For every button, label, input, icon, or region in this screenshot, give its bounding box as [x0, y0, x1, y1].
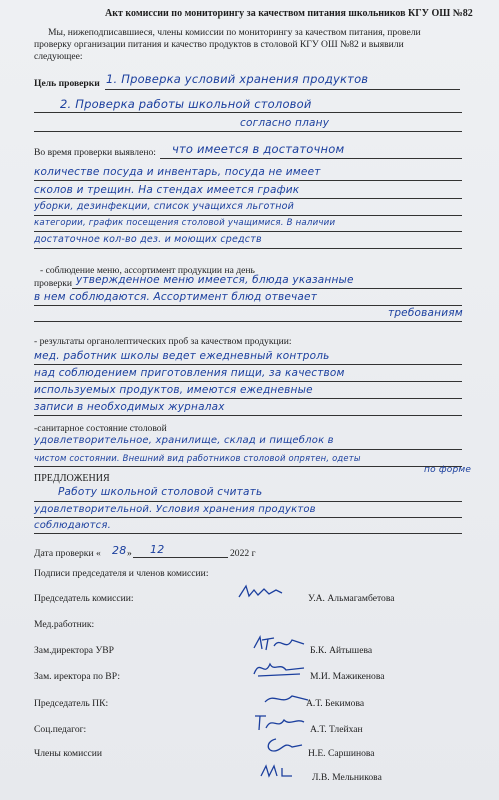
during-label: Во время проверки выявлено: [34, 147, 156, 158]
intro-line-3: следующее: [34, 51, 83, 62]
intro-line-1: Мы, нижеподписавшиеся, члены комиссии по мониторингу за качеством питания, провели [48, 27, 421, 38]
menu-label-2: проверки [34, 278, 73, 289]
date-day: 28 [112, 544, 127, 557]
signer-name-social: А.Т. Тлейхан [310, 724, 363, 735]
proposals-handwritten-3: соблюдаются. [34, 520, 111, 531]
document-title: Акт комиссии по мониторингу за качеством питания школьников КГУ ОШ №82 [105, 8, 473, 19]
signer-role-chair: Председатель комиссии: [34, 593, 134, 604]
signer-role-pk: Председатель ПК: [34, 698, 109, 709]
organoleptic-handwritten-4: записи в необходимых журналах [34, 401, 225, 413]
signature-chair [236, 582, 286, 602]
signature-pk [262, 690, 312, 708]
sanitary-handwritten-2: чистом состоянии. Внешний вид работников столовой опрятен, одеты [34, 453, 361, 463]
date-close-quote: » [127, 548, 132, 559]
signer-role-vr: Зам. иректора по ВР: [34, 671, 121, 682]
signer-name-pk: А.Т. Бекимова [306, 698, 365, 709]
during-handwritten-4: уборки, дезинфекции, список учащихся льготной [34, 201, 295, 212]
menu-handwritten-1: утвержденное меню имеется, блюда указанные [76, 274, 354, 286]
menu-handwritten-3: требованиям [388, 307, 463, 319]
proposals-label: ПРЕДЛОЖЕНИЯ [34, 473, 110, 484]
goal-handwritten-1: 1. Проверка условий хранения продуктов [106, 72, 369, 86]
signature-vr [250, 656, 308, 680]
signer-name-chair: У.А. Альмагамбетова [308, 593, 395, 604]
signature-social [252, 712, 308, 734]
organoleptic-handwritten-2: над соблюдением приготовления пищи, за качеством [34, 367, 345, 379]
during-handwritten-5: категории, график посещения столовой учащимися. В наличии [34, 218, 336, 228]
signature-member-2 [258, 762, 298, 780]
intro-line-2: проверку организации питания и качество продуктов в столовой КГУ ОШ №82 и выявили [34, 39, 404, 50]
signature-member-1 [262, 735, 306, 755]
organoleptic-label: - результаты органолептических проб за качеством продукции: [34, 336, 292, 347]
goal-label: Цель проверки [34, 78, 100, 89]
signer-role-uvr: Зам.директора УВР [34, 645, 114, 656]
sanitary-handwritten-3: по форме [424, 465, 472, 475]
goal-handwritten-2: 2. Проверка работы школьной столовой [60, 97, 312, 111]
signer-name-uvr: Б.К. Айтышева [310, 645, 373, 656]
during-handwritten-2: количестве посуда и инвентарь, посуда не имеет [34, 166, 321, 178]
signer-role-medic: Мед.работник: [34, 619, 95, 630]
during-handwritten-1: что имеется в достаточном [172, 142, 345, 156]
goal-handwritten-3: согласно плану [240, 117, 330, 129]
menu-handwritten-2: в нем соблюдаются. Ассортимент блюд отвечает [34, 291, 318, 303]
signature-uvr [252, 634, 308, 654]
during-handwritten-3: сколов и трещин. На стендах имеется график [34, 184, 300, 196]
proposals-handwritten-1: Работу школьной столовой считать [58, 486, 263, 498]
signer-name-member-1: Н.Е. Саршинова [308, 748, 375, 759]
organoleptic-handwritten-1: мед. работник школы ведет ежедневный контроль [34, 350, 330, 362]
date-year: 2022 г [230, 548, 256, 559]
signer-role-social: Соц.педагог: [34, 724, 87, 735]
signer-name-vr: М.И. Мажикенова [310, 671, 385, 682]
menu-label-1: - соблюдение меню, ассортимент продукции на день [40, 265, 255, 276]
proposals-handwritten-2: удовлетворительной. Условия хранения продуктов [34, 504, 316, 515]
sanitary-handwritten-1: удовлетворительное, хранилище, склад и пищеблок в [34, 435, 334, 446]
during-handwritten-6: достаточное кол-во дез. и моющих средств [34, 234, 262, 245]
signer-role-members: Члены комиссии [34, 748, 103, 759]
organoleptic-handwritten-3: используемых продуктов, имеются ежедневные [34, 384, 313, 396]
date-month: 12 [150, 543, 165, 556]
signatures-title: Подписи председателя и членов комиссии: [34, 568, 209, 579]
signer-name-member-2: Л.В. Мельникова [312, 772, 382, 783]
date-label: Дата проверки « [34, 548, 101, 559]
sanitary-label: -санитарное состояние столовой [34, 423, 167, 434]
